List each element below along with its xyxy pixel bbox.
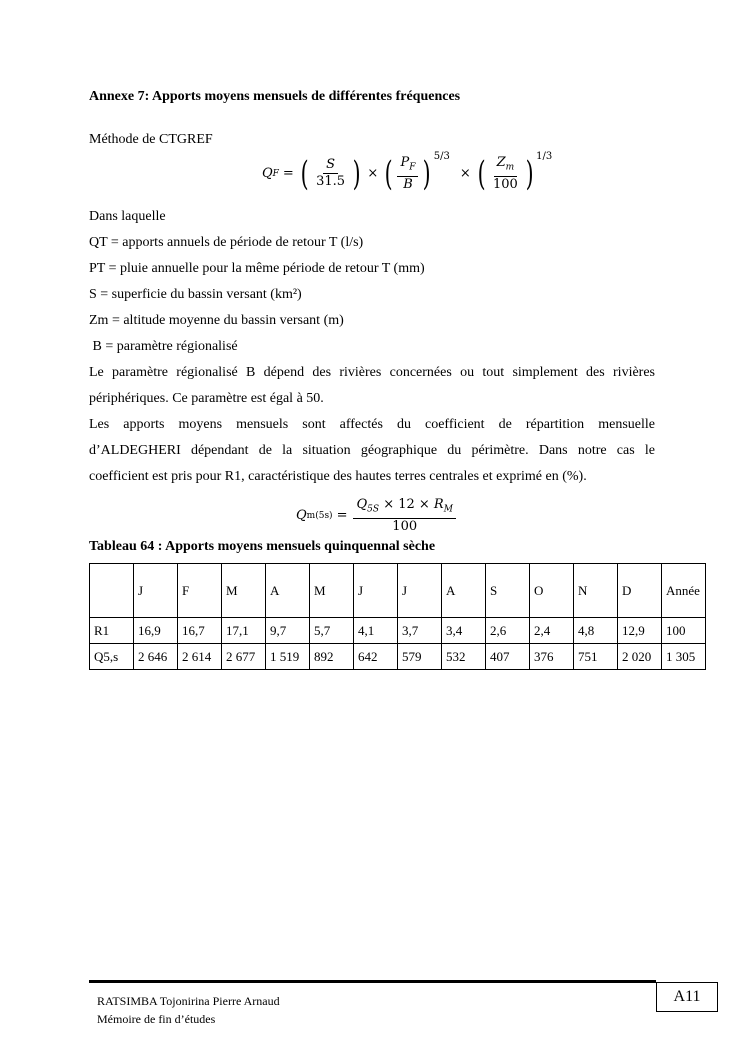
table-cell: 2,4 — [530, 618, 574, 644]
header-cell: A — [266, 564, 310, 618]
table-cell: 532 — [442, 644, 486, 670]
annex-heading: Annexe 7: Apports moyens mensuels de différentes fréquences — [89, 89, 461, 104]
text-line: QT = apports annuels de période de retour T (l/s) — [89, 235, 364, 250]
table-cell: 2,6 — [486, 618, 530, 644]
header-cell — [90, 564, 134, 618]
table-cell: 892 — [310, 644, 354, 670]
footer-author: RATSIMBA Tojonirina Pierre Arnaud — [97, 994, 280, 1008]
header-cell: M — [222, 564, 266, 618]
table-cell: 1 305 — [662, 644, 706, 670]
table-caption: Tableau 64 : Apports moyens mensuels quinquennal sèche — [89, 539, 436, 554]
paragraph-line: coefficient est pris pour R1, caractéristique des hautes terres centrales et exprimé en (%). — [89, 469, 587, 484]
table-cell: 2 646 — [134, 644, 178, 670]
table-cell: 642 — [354, 644, 398, 670]
table-cell: 751 — [574, 644, 618, 670]
table-cell: 3,4 — [442, 618, 486, 644]
table-cell: 407 — [486, 644, 530, 670]
method-title: Méthode de CTGREF — [89, 132, 213, 147]
paragraph-line: d’ALDEGHERI dépendant de la situation géographique du périmètre. Dans notre cas le — [89, 443, 655, 458]
header-cell: S — [486, 564, 530, 618]
header-cell: J — [354, 564, 398, 618]
header-cell: A — [442, 564, 486, 618]
table-cell: 2 677 — [222, 644, 266, 670]
table-cell: 376 — [530, 644, 574, 670]
header-cell: J — [134, 564, 178, 618]
table-cell: 4,8 — [574, 618, 618, 644]
paragraph-line: périphériques. Ce paramètre est égal à 50. — [89, 391, 324, 406]
monthly-flows-table — [89, 563, 706, 670]
paragraph-line: Le paramètre régionalisé B dépend des rivières concernées ou tout simplement des rivières — [89, 365, 655, 380]
table-cell: 100 — [662, 618, 706, 644]
header-cell: J — [398, 564, 442, 618]
table-cell: 2 614 — [178, 644, 222, 670]
text-line: Zm = altitude moyenne du bassin versant (m) — [89, 313, 344, 328]
header-cell: N — [574, 564, 618, 618]
page-number: A11 — [656, 982, 718, 1012]
table-cell: 4,1 — [354, 618, 398, 644]
ctgref-formula: Q F = ( $\frac{S}{31.5}$ ) × ( $\frac{P_F}{B}$ ) 5/3 × ( $\frac{Z_m}{100}$ ) 1/3 — [262, 151, 553, 194]
header-cell: O — [530, 564, 574, 618]
text-line: PT = pluie annuelle pour la même période de retour T (mm) — [89, 261, 425, 276]
table-cell: 16,9 — [134, 618, 178, 644]
table-cell: 1 519 — [266, 644, 310, 670]
table-row — [90, 618, 706, 644]
text-line: S = superficie du bassin versant (km²) — [89, 287, 302, 302]
table-cell: 5,7 — [310, 618, 354, 644]
table-cell: 17,1 — [222, 618, 266, 644]
paragraph-line: Les apports moyens mensuels sont affectés du coefficient de répartition mensuelle — [89, 417, 655, 432]
table-cell: R1 — [90, 618, 134, 644]
monthly-formula: Q m(5s) = $\frac{Q_{5S} \times 12 \times R_M}{100}$ — [296, 497, 458, 535]
table-row — [90, 644, 706, 670]
table-cell: 9,7 — [266, 618, 310, 644]
footer-rule — [89, 980, 656, 983]
table-cell: 12,9 — [618, 618, 662, 644]
table-header-row — [90, 564, 706, 618]
text-line: B = paramètre régionalisé — [89, 339, 238, 354]
text-line: Dans laquelle — [89, 209, 166, 224]
table-cell: 579 — [398, 644, 442, 670]
table-cell: 2 020 — [618, 644, 662, 670]
table-cell: 16,7 — [178, 618, 222, 644]
header-cell: Année — [662, 564, 706, 618]
header-cell: D — [618, 564, 662, 618]
header-cell: M — [310, 564, 354, 618]
table-cell: Q5,s — [90, 644, 134, 670]
table-cell: 3,7 — [398, 618, 442, 644]
header-cell: F — [178, 564, 222, 618]
footer-subtitle: Mémoire de fin d’études — [97, 1012, 216, 1026]
